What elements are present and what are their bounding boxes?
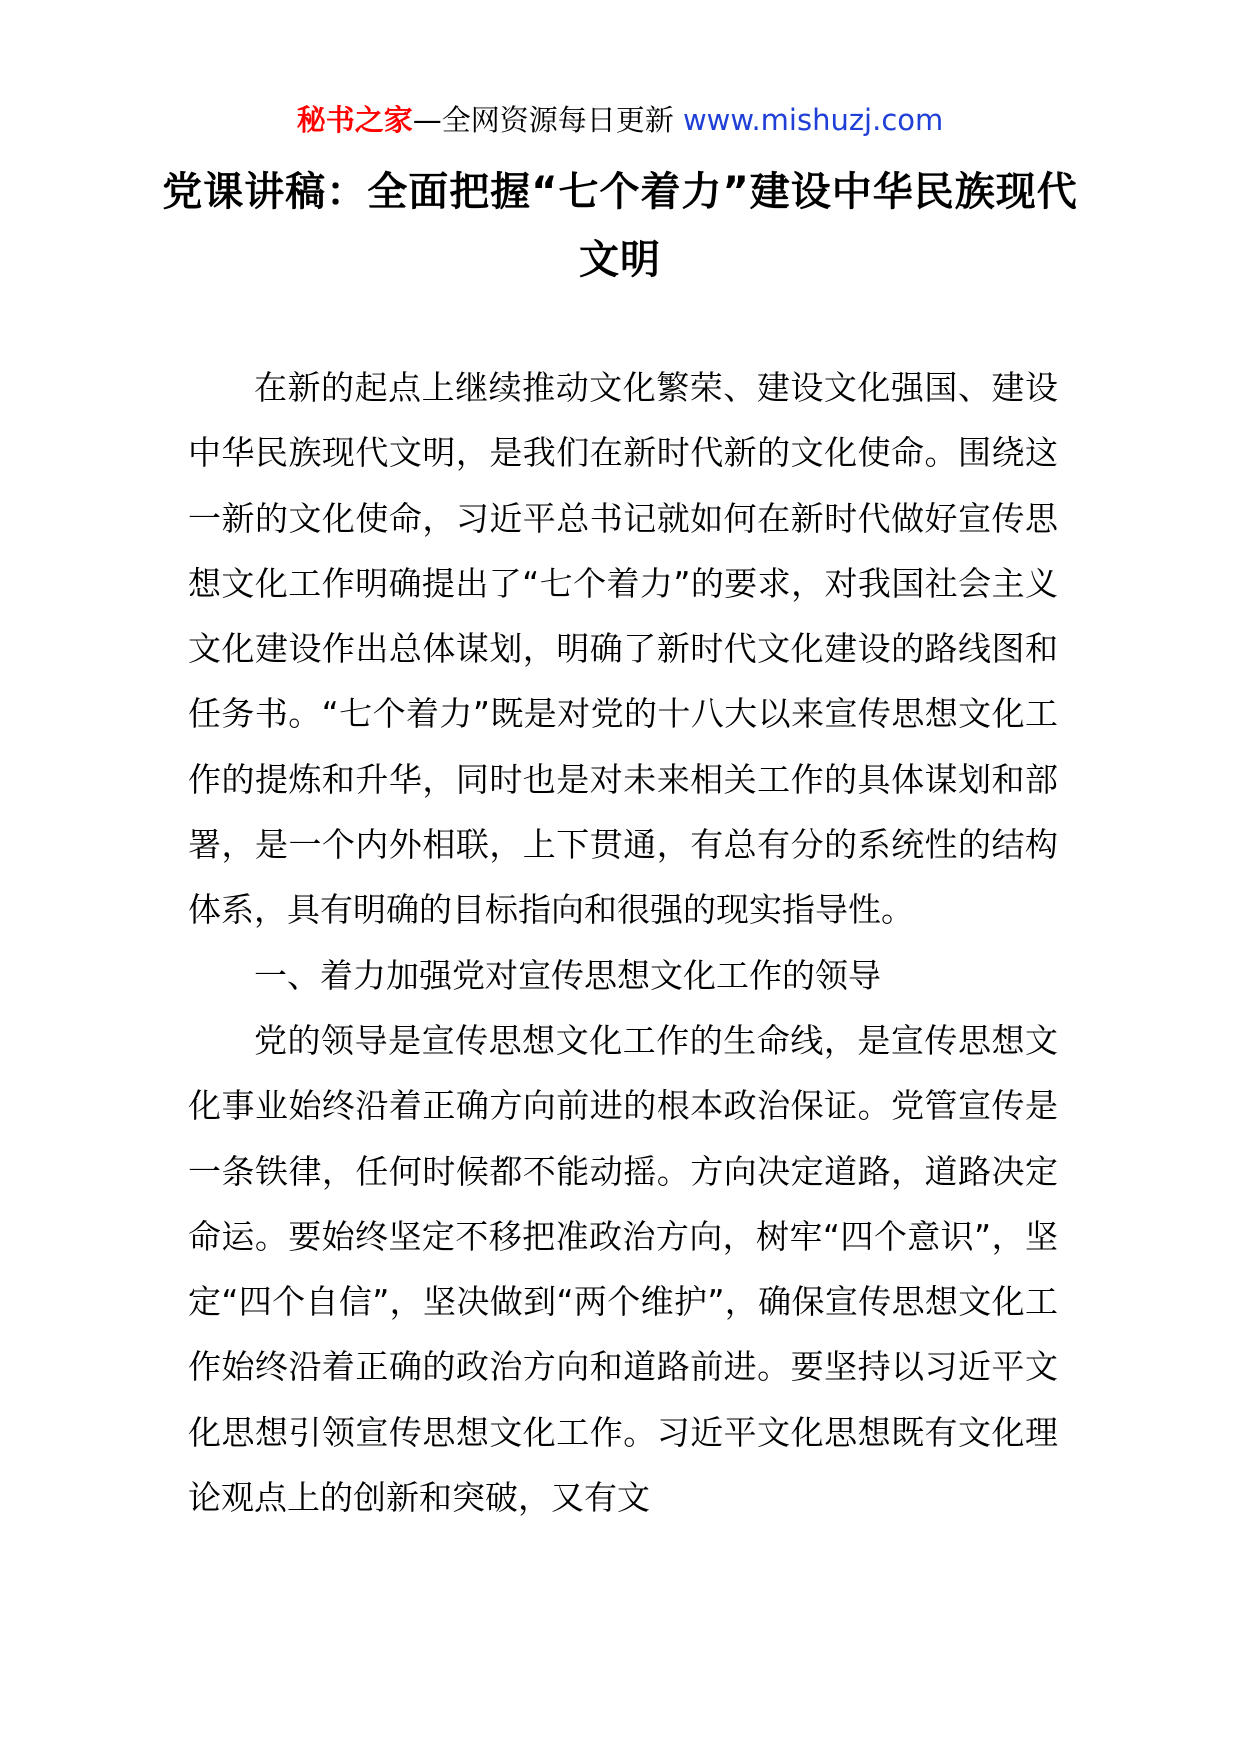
document-body bbox=[188, 355, 1058, 1530]
section-heading-1: 一、着力加强党对宣传思想文化工作的领导 bbox=[254, 955, 881, 995]
site-url-link[interactable]: www.mishuzj.com bbox=[682, 103, 944, 137]
intro-paragraph: 在新的起点上继续推动文化繁荣、建设文化强国、建设中华民族现代文明，是我们在新时代新的文化使命。围绕这一新的文化使命，习近平总书记就如何在新时代做好宣传思想文化工作明确提出了“七个着力”的要求，对我国社会主义文化建设作出总体谋划，明确了新时代文化建设的路线图和任务书。“七个着力”既是对党的十八大以来宣传思想文化工作的提炼和升华，同时也是对未来相关工作的具体谋划和部署，是一个内外相联，上下贯通，有总有分的系统性的结构体系，具有明确的目标指向和很强的现实指导性。 bbox=[188, 368, 1058, 930]
header-slogan: —全网资源每日更新 bbox=[412, 103, 683, 137]
section-1-paragraph: 党的领导是宣传思想文化工作的生命线，是宣传思想文化事业始终沿着正确方向前进的根本政治保证。党管宣传是一条铁律，任何时候都不能动摇。方向决定道路，道路决定命运。要始终坚定不移把准政治方向，树牢“四个意识”，坚定“四个自信”，坚决做到“两个维护”，确保宣传思想文化工作始终沿着正确的政治方向和道路前进。要坚持以习近平文化思想引领宣传思想文化工作。习近平文化思想既有文化理论观点上的创新和突破，又有文 bbox=[188, 1020, 1058, 1518]
document-title: 党课讲稿：全面把握“七个着力”建设中华民族现代文明 bbox=[162, 169, 1078, 283]
site-header bbox=[0, 100, 1240, 140]
brand-name: 秘书之家 bbox=[296, 103, 413, 137]
